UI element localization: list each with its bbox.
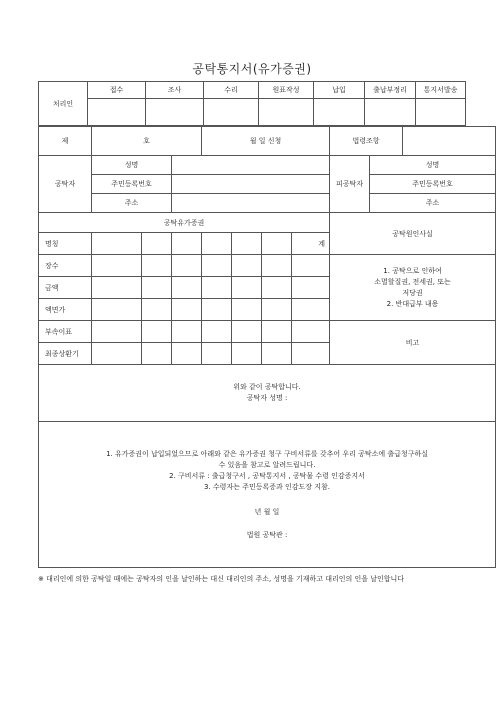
- securities-cell[interactable]: [92, 321, 142, 343]
- securities-cell[interactable]: [92, 299, 142, 321]
- notice-officer: 법원 공탁관 :: [246, 530, 288, 539]
- notice-item-1: 1. 유가증권이 납입되었으므로 아래와 같은 유가증권 청구 구비서류를 갖추어 우리 공탁소에 출급청구하실: [106, 449, 428, 458]
- securities-cell[interactable]: [142, 233, 172, 255]
- law-label: 법령조항: [330, 127, 403, 156]
- securities-cell[interactable]: [142, 321, 172, 343]
- col-ledger: 원표작성: [259, 82, 314, 99]
- securities-cell[interactable]: [202, 299, 232, 321]
- cause-header: 공탁원인사실: [330, 213, 496, 255]
- securities-cell[interactable]: [232, 343, 262, 365]
- col-notice-sent: 통지서발송: [416, 82, 466, 99]
- securities-cell[interactable]: [172, 343, 202, 365]
- securities-cell[interactable]: [292, 343, 330, 365]
- notice-item-2: 2. 구비서류 : 출급청구서 , 공탁통지서 , 공탁물 수령 인감증지서: [169, 471, 365, 480]
- col-acceptance: 수리: [204, 82, 259, 99]
- securities-row-facevalue: 액면가: [39, 299, 92, 321]
- cause-line: 저당권: [402, 288, 423, 297]
- securities-cell[interactable]: [172, 255, 202, 277]
- securities-cell[interactable]: [202, 321, 232, 343]
- securities-cell[interactable]: [292, 255, 330, 277]
- signature-cell[interactable]: [416, 99, 466, 126]
- depositor-address-label: 주소: [92, 194, 172, 213]
- securities-cell[interactable]: [142, 299, 172, 321]
- signature-cell[interactable]: [259, 99, 314, 126]
- securities-cell[interactable]: [142, 343, 172, 365]
- processing-table: [38, 81, 466, 126]
- securities-cell[interactable]: [172, 277, 202, 299]
- notice-item-1b: 수 있음을 참고로 알려드립니다.: [218, 460, 316, 469]
- securities-cell[interactable]: [232, 255, 262, 277]
- depositor-label: 공탁자: [39, 156, 92, 213]
- beneficiary-id-label: 주민등록번호: [370, 175, 496, 194]
- securities-row-amount: 금액: [39, 277, 92, 299]
- depositor-address-field[interactable]: [172, 194, 330, 213]
- securities-total: 계: [292, 233, 330, 255]
- cause-line: 소멸할질권, 전세권, 또는: [374, 277, 451, 286]
- signature-cell[interactable]: [204, 99, 259, 126]
- remarks-label: 비고: [330, 321, 496, 365]
- securities-cell[interactable]: [202, 277, 232, 299]
- securities-cell[interactable]: [92, 277, 142, 299]
- securities-cell[interactable]: [262, 299, 292, 321]
- signature-cell[interactable]: [365, 99, 416, 126]
- securities-cell[interactable]: [232, 233, 262, 255]
- notice-item-3: 3. 수령자는 주민등록증과 인감도장 지참.: [204, 482, 331, 491]
- case-je: 제: [39, 127, 92, 156]
- depositor-name-field[interactable]: [172, 156, 330, 175]
- securities-row-count: 장수: [39, 255, 92, 277]
- beneficiary-name-label: 성명: [370, 156, 496, 175]
- document-title: 공탁통지서(유가증권): [192, 62, 312, 76]
- notice-block: [39, 422, 496, 568]
- footnote: ※ 대리인에 의한 공탁일 때에는 공탁자의 인을 날인하는 대신 대리인의 주소, 성명을 기재하고 대리인의 인을 날인합니다: [38, 575, 405, 583]
- case-ho: 호: [92, 127, 202, 156]
- securities-cell[interactable]: [142, 277, 172, 299]
- securities-row-maturity: 최종상환기: [39, 343, 92, 365]
- notice-date: 년 월 일: [254, 507, 280, 516]
- cause-line: 1. 공탁으로 인하여: [383, 266, 442, 275]
- securities-cell[interactable]: [92, 233, 142, 255]
- cause-line: 2. 반대급부 내용: [386, 299, 439, 308]
- cause-text: [330, 255, 496, 321]
- col-payment: 납입: [314, 82, 365, 99]
- securities-cell[interactable]: [232, 321, 262, 343]
- apply-date: 월 일 신청: [202, 127, 330, 156]
- securities-cell[interactable]: [262, 255, 292, 277]
- securities-cell[interactable]: [292, 321, 330, 343]
- securities-cell[interactable]: [262, 277, 292, 299]
- col-receipt: 접수: [88, 82, 146, 99]
- depositor-id-field[interactable]: [172, 175, 330, 194]
- beneficiary-label: 피공탁자: [330, 156, 370, 213]
- processor-label: 처리인: [39, 82, 88, 126]
- signature-cell[interactable]: [146, 99, 204, 126]
- beneficiary-address-label: 주소: [370, 194, 496, 213]
- confirm-block: [39, 365, 496, 422]
- securities-cell[interactable]: [262, 233, 292, 255]
- securities-cell[interactable]: [92, 255, 142, 277]
- securities-cell[interactable]: [172, 299, 202, 321]
- securities-row-name: 명칭: [39, 233, 92, 255]
- depositor-id-label: 주민등록번호: [92, 175, 172, 194]
- securities-cell[interactable]: [202, 233, 232, 255]
- securities-cell[interactable]: [142, 255, 172, 277]
- confirm-line: 위와 같이 공탁합니다.: [233, 383, 301, 391]
- col-investigation: 조사: [146, 82, 204, 99]
- securities-cell[interactable]: [202, 343, 232, 365]
- depositor-name-label: 성명: [92, 156, 172, 175]
- securities-cell[interactable]: [262, 343, 292, 365]
- securities-cell[interactable]: [232, 299, 262, 321]
- deposit-form: [38, 126, 496, 568]
- col-cashbook: 출납부정리: [365, 82, 416, 99]
- securities-cell[interactable]: [172, 233, 202, 255]
- securities-cell[interactable]: [292, 299, 330, 321]
- securities-cell[interactable]: [202, 255, 232, 277]
- securities-cell[interactable]: [262, 321, 292, 343]
- securities-cell[interactable]: [232, 277, 262, 299]
- signature-cell[interactable]: [314, 99, 365, 126]
- securities-cell[interactable]: [292, 277, 330, 299]
- securities-row-coupon: 부속이표: [39, 321, 92, 343]
- law-value[interactable]: [403, 127, 496, 156]
- signature-cell[interactable]: [88, 99, 146, 126]
- securities-cell[interactable]: [92, 343, 142, 365]
- securities-header: 공탁유가증권: [39, 213, 330, 233]
- securities-cell[interactable]: [172, 321, 202, 343]
- confirm-signer: 공탁자 성명 :: [246, 394, 288, 402]
